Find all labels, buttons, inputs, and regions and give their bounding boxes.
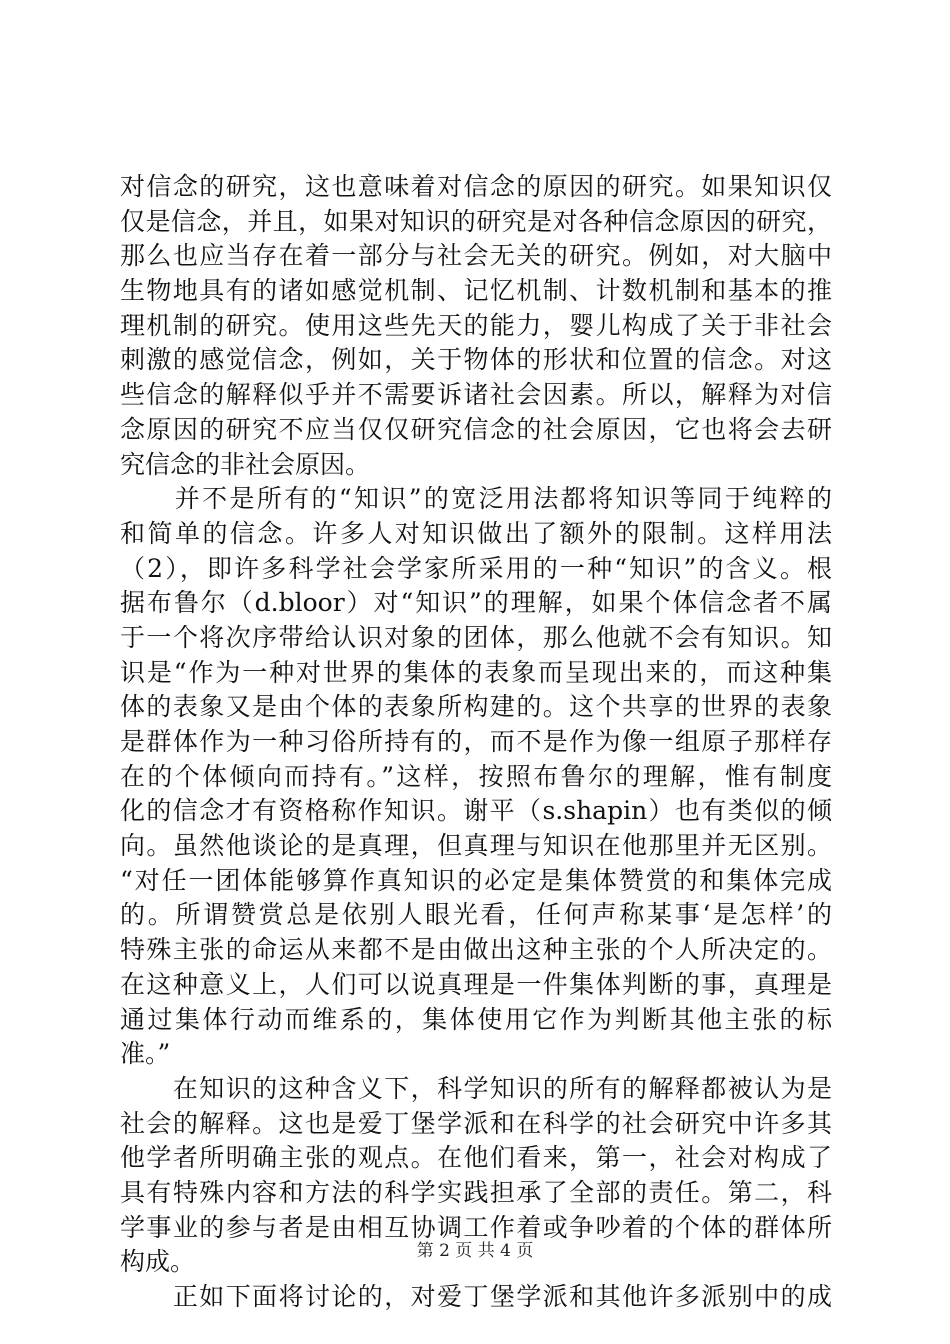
text-line: 识是“作为一种对世界的集体的表象而呈现出来的，而这种集 [120, 657, 832, 687]
text-line: 究信念的非社会原因。 [120, 449, 371, 479]
text-line: 的。所谓赞赏总是依别人眼光看，任何声称某事‘是怎样’的 [120, 900, 832, 930]
text-line: 学事业的参与者是由相互协调工作着或争吵着的个体的群体所 [120, 1212, 832, 1242]
text-line: 他学者所明确主张的观点。在他们看来，第一，社会对构成了 [120, 1143, 832, 1173]
text-line: 向。虽然他谈论的是真理，但真理与知识在他那里并无区别。 [120, 831, 832, 861]
text-line: 些信念的解释似乎并不需要诉诸社会因素。所以，解释为对信 [120, 380, 832, 410]
text-line: 是群体作为一种习俗所持有的，而不是作为像一组原子那样存 [120, 727, 832, 756]
text-line: 准。” [120, 1039, 171, 1069]
body-text [120, 170, 832, 1315]
text-line: 体的表象又是由个体的表象所构建的。这个共享的世界的表象 [120, 692, 832, 722]
text-line: （2），即许多科学社会学家所采用的一种“知识”的含义。根 [120, 553, 832, 583]
page-footer: 第 2 页 共 4 页 [416, 1241, 534, 1261]
text-line: 具有特殊内容和方法的科学实践担承了全部的责任。第二，科 [120, 1177, 832, 1207]
text-line: 构成。 [120, 1247, 196, 1277]
text-line: “对任一团体能够算作真知识的必定是集体赞赏的和集体完成 [120, 865, 832, 895]
text-line: 仅是信念，并且，如果对知识的研究是对各种信念原因的研究， [120, 206, 832, 236]
text-line: 在知识的这种含义下，科学知识的所有的解释都被认为是 [120, 1073, 832, 1103]
text-line: 于一个将次序带给认识对象的团体，那么他就不会有知识。知 [120, 622, 832, 652]
text-line: 特殊主张的命运从来都不是由做出这种主张的个人所决定的。 [120, 935, 832, 965]
text-line: 那么也应当存在着一部分与社会无关的研究。例如，对大脑中 [120, 241, 832, 271]
text-line: 理机制的研究。使用这些先天的能力，婴儿构成了关于非社会 [120, 310, 832, 340]
text-line: 据布鲁尔（d.bloor）对“知识”的理解，如果个体信念者不属 [120, 588, 832, 618]
text-line: 通过集体行动而维系的，集体使用它作为判断其他主张的标 [120, 1004, 832, 1034]
text-line: 念原因的研究不应当仅仅研究信念的社会原因，它也将会去研 [120, 414, 832, 444]
text-line: 社会的解释。这也是爱丁堡学派和在科学的社会研究中许多其 [120, 1108, 832, 1138]
text-line: 在这种意义上，人们可以说真理是一件集体判断的事，真理是 [120, 969, 832, 999]
text-line: 并不是所有的“知识”的宽泛用法都将知识等同于纯粹的 [120, 484, 832, 514]
text-line: 生物地具有的诸如感觉机制、记忆机制、计数机制和基本的推 [120, 276, 832, 306]
text-line: 在的个体倾向而持有。”这样，按照布鲁尔的理解，惟有制度 [120, 761, 832, 791]
text-line: 刺激的感觉信念，例如，关于物体的形状和位置的信念。对这 [120, 345, 832, 375]
text-line: 对信念的研究，这也意味着对信念的原因的研究。如果知识仅 [120, 172, 832, 201]
text-line: 正如下面将讨论的，对爱丁堡学派和其他许多派别中的成 [120, 1282, 832, 1311]
text-line: 化的信念才有资格称作知识。谢平（s.shapin）也有类似的倾 [120, 796, 832, 826]
text-line: 和简单的信念。许多人对知识做出了额外的限制。这样用法 [120, 518, 832, 548]
